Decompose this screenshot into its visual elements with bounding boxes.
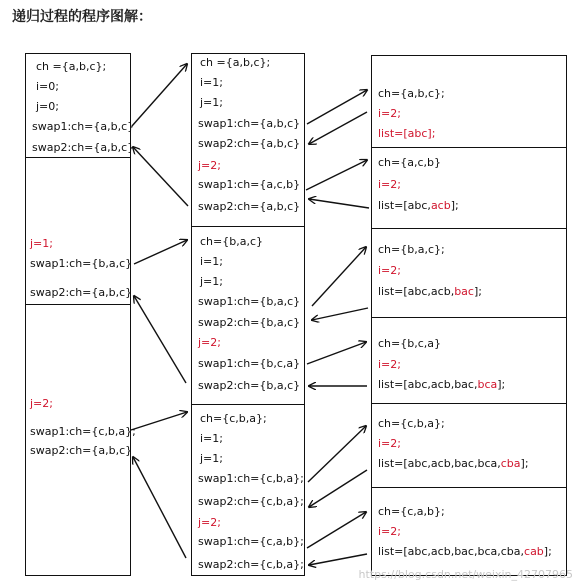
arrow-mid3-to-left3 [133, 457, 186, 558]
right-b3-i: i=2; [378, 264, 401, 277]
mid-b3-swap2b: swap2:ch={c,b,a}; [198, 558, 304, 571]
left-b2-j: j=1; [30, 237, 53, 250]
arrow-mid2-to-left2 [134, 296, 186, 383]
right-b5-list: list=[abc,acb,bac,bca,cba]; [378, 457, 529, 470]
mid-b2-swap2b: swap2:ch={b,a,c} [198, 379, 301, 392]
right-b6-ch: ch={c,a,b}; [378, 505, 445, 518]
mid-b1-line-0: ch ={a,b,c}; [200, 56, 271, 69]
left-b2-swap2: swap2:ch={a,b,c} [30, 286, 133, 299]
left-b3-swap1: swap1:ch={c,b,a}; [30, 425, 136, 438]
arrow-mid2-to-right3 [312, 247, 366, 306]
left-b1-line-1: i=0; [36, 80, 59, 93]
mid-b3-line-4: swap2:ch={c,b,a}; [198, 495, 304, 508]
arrow-right6-to-mid3 [309, 554, 367, 565]
mid-b2-line-0: ch={b,a,c} [200, 235, 263, 248]
left-b3-swap2: swap2:ch={a,b,c} [30, 444, 133, 457]
arrow-mid1-to-right1 [307, 90, 367, 124]
arrow-mid3-to-right5 [308, 426, 366, 482]
mid-b3-swap1b: swap1:ch={c,a,b}; [198, 535, 304, 548]
mid-b3-line-0: ch={c,b,a}; [200, 412, 267, 425]
right-b6-i: i=2; [378, 525, 401, 538]
mid-b2-swap1b: swap1:ch={b,c,a} [198, 357, 301, 370]
mid-b1-line-4: swap2:ch={a,b,c} [198, 137, 301, 150]
mid-b1-swap2b: swap2:ch={a,b,c} [198, 200, 301, 213]
left-b1-line-3: swap1:ch={a,b,c} [32, 120, 135, 133]
arrow-left3-to-mid3 [131, 412, 187, 430]
mid-b2-line-3: swap1:ch={b,a,c} [198, 295, 301, 308]
mid-b3-j2: j=2; [198, 516, 221, 529]
mid-b3-line-2: j=1; [200, 452, 223, 465]
arrow-mid2-to-right4 [307, 342, 366, 364]
mid-b2-line-2: j=1; [200, 275, 223, 288]
mid-b1-line-1: i=1; [200, 76, 223, 89]
arrow-right5-to-mid3 [309, 470, 367, 507]
right-b2-ch: ch={a,c,b} [378, 156, 441, 169]
right-b3-list: list=[abc,acb,bac]; [378, 285, 482, 298]
left-b1-line-4: swap2:ch={a,b,c} [32, 141, 135, 154]
left-b1-line-0: ch ={a,b,c}; [36, 60, 107, 73]
mid-b3-line-1: i=1; [200, 432, 223, 445]
mid-b1-j2: j=2; [198, 159, 221, 172]
right-b3-ch: ch={b,a,c}; [378, 243, 445, 256]
left-b2-swap1: swap1:ch={b,a,c} [30, 257, 133, 270]
arrow-right1-to-mid1 [309, 112, 367, 144]
right-b6-list: list=[abc,acb,bac,bca,cba,cab]; [378, 545, 552, 558]
right-b5-ch: ch={c,b,a}; [378, 417, 445, 430]
mid-b1-swap1b: swap1:ch={a,c,b} [198, 178, 301, 191]
arrow-left1-to-mid1 [132, 64, 187, 126]
right-b4-ch: ch={b,c,a} [378, 337, 441, 350]
right-b4-i: i=2; [378, 358, 401, 371]
mid-b2-j2: j=2; [198, 336, 221, 349]
page-title: 递归过程的程序图解： [12, 9, 152, 25]
arrow-right3-to-mid2 [312, 308, 368, 320]
right-b2-list: list=[abc,acb]; [378, 199, 459, 212]
arrow-mid1-to-left1 [133, 147, 188, 206]
mid-b2-line-4: swap2:ch={b,a,c} [198, 316, 301, 329]
arrow-left2-to-mid2 [134, 240, 187, 264]
mid-b1-line-3: swap1:ch={a,b,c} [198, 117, 301, 130]
right-b1-i: i=2; [378, 107, 401, 120]
left-b3-j: j=2; [30, 397, 53, 410]
mid-b2-line-1: i=1; [200, 255, 223, 268]
watermark: https://blog.csdn.net/weixin_42707965 [358, 568, 573, 581]
mid-b1-line-2: j=1; [200, 96, 223, 109]
right-b1-ch: ch={a,b,c}; [378, 87, 445, 100]
arrow-right2-to-mid1 [309, 199, 369, 208]
right-b5-i: i=2; [378, 437, 401, 450]
arrow-mid3-to-right6 [307, 512, 366, 548]
right-b4-list: list=[abc,acb,bac,bca]; [378, 378, 506, 391]
left-b1-line-2: j=0; [36, 100, 59, 113]
mid-b3-line-3: swap1:ch={c,b,a}; [198, 472, 304, 485]
arrow-mid1-to-right2 [306, 160, 367, 190]
right-b2-i: i=2; [378, 178, 401, 191]
right-b1-list: list=[abc]; [378, 127, 436, 140]
